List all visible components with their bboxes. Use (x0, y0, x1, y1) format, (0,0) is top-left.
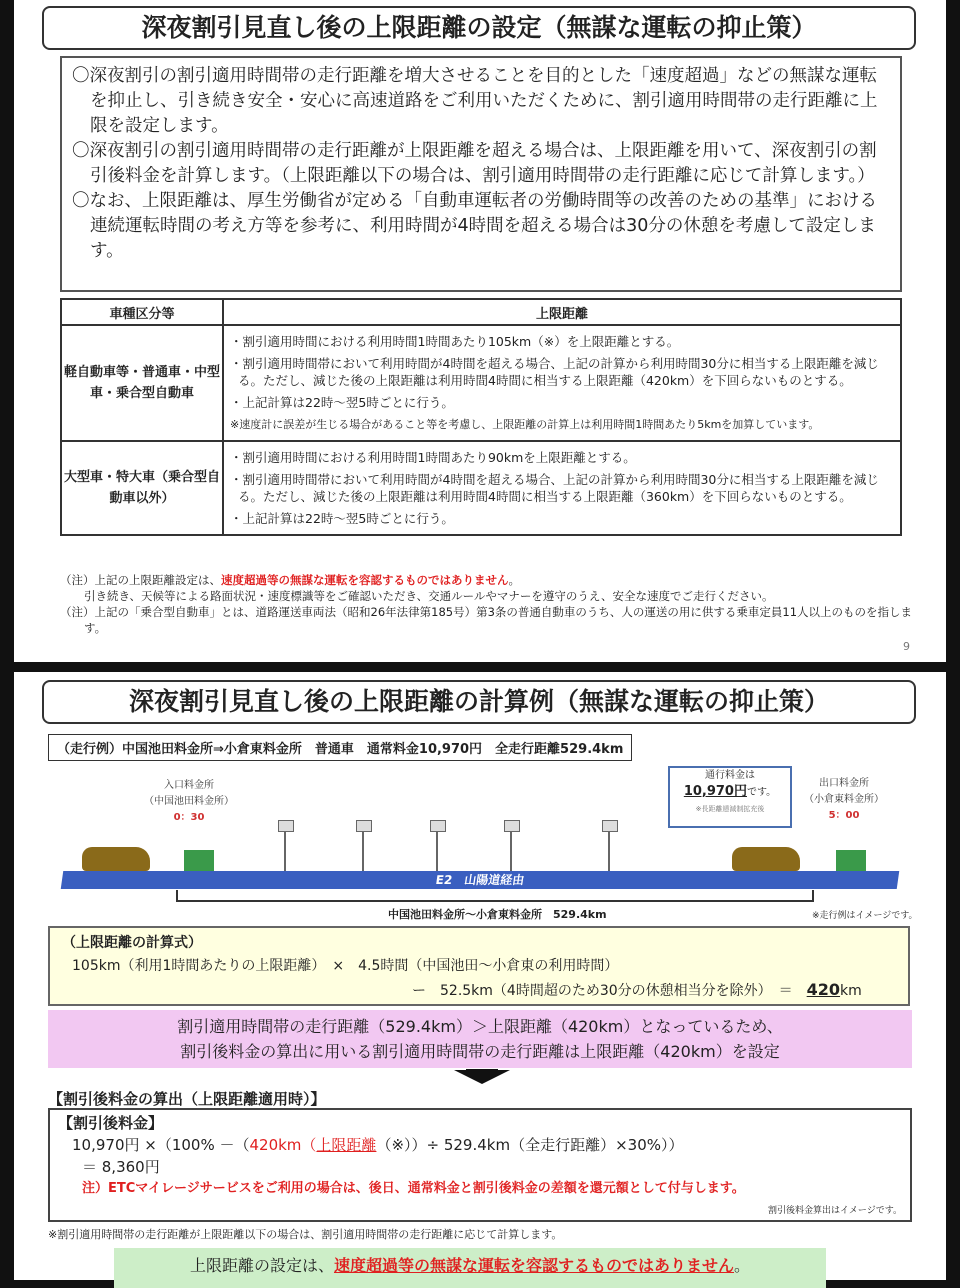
formula-line: ー 52.5km（4時間超のため30分の休憩相当分を除外） ＝ (412, 983, 807, 999)
comparison-text: 割引後料金の算出に用いる割引適用時間帯の走行距離は上限距離（420km）を設定 (180, 1042, 780, 1061)
formula-unit: km (840, 983, 862, 999)
car-icon (732, 847, 800, 871)
tollbooth-icon (184, 850, 214, 872)
formula-box (48, 926, 910, 1006)
calc-text: 10,970円 ×（100% －（ (72, 1136, 250, 1154)
limit-item: ・上記計算は22時～翌5時ごとに行う。 (230, 511, 454, 526)
limit-item: ・割引適用時間における利用時間1時間あたり90kmを上限距離とする。 (230, 450, 636, 465)
limit-note: ※速度計に誤差が生じる場合があること等を考慮し、上限距離の計算上は利用時間1時間あたり5kmを加算しています。 (230, 418, 820, 431)
category-cell: 大型車・特大車（乗合型自動車以外） (61, 441, 223, 535)
car-icon (82, 847, 150, 871)
entry-time: 0：30 (173, 812, 205, 823)
intro-point: 〇なお、上限距離は、厚生労働省が定める「自動車運転者の労働時間等の改善のための基準」における連続運転時間の考え方等を参考に、利用時間が4時間を超える場合は30分の休憩を考慮して設定します。 (72, 191, 877, 261)
calc-box (48, 1108, 912, 1222)
note-text: （注）上記の「乗合型自動車」とは、道路運送車両法（昭和26年法律第185号）第3条の普通自動車のうち、人の運送の用に供する乗車定員11人以上のものを指します。 (60, 605, 913, 635)
calc-heading: 【割引後料金の算出（上限距離適用時）】 (48, 1090, 326, 1108)
exit-tollgate (804, 776, 884, 824)
exit-time: 5：00 (828, 810, 860, 821)
exit-name: （小倉東料金所） (804, 794, 884, 805)
slide-upper-limit-setting (14, 0, 946, 662)
limit-table (60, 298, 902, 536)
note-warning: 速度超過等の無謀な運転を容認するものではありません (221, 573, 509, 587)
entry-label: 入口料金所 (164, 780, 214, 791)
comparison-box (48, 1010, 912, 1068)
slide-title: 深夜割引見直し後の上限距離の計算例（無謀な運転の抑止策） (42, 680, 916, 724)
exit-label: 出口料金所 (819, 778, 869, 789)
intro-box (60, 56, 902, 292)
table-row (61, 325, 901, 441)
warning-text: 上限距離の設定は、 (189, 1256, 334, 1275)
etc-gantry-icon (284, 824, 286, 872)
calc-limit-label: 上限距離 (316, 1136, 377, 1154)
toll-bubble (668, 766, 792, 828)
note-text: （注）上記の上限距離設定は、 (60, 573, 221, 587)
page-number: 9 (903, 640, 910, 653)
warning-red: 速度超過等の無謀な運転を容認するものではありません (333, 1256, 734, 1275)
footnote: ※割引適用時間帯の走行距離が上限距離以下の場合は、割引適用時間帯の走行距離に応じて計算します。 (48, 1228, 563, 1241)
calc-note: 注）ETCマイレージサービスをご利用の場合は、後日、通常料金と割引後料金の差額を還元額として付与します。 (82, 1181, 745, 1196)
etc-gantry-icon (362, 824, 364, 872)
example-route: （走行例）中国池田料金所⇒小倉東料金所 普通車 通常料金10,970円 全走行距離529.4km (48, 734, 632, 761)
entry-name: （中国池田料金所） (144, 796, 234, 807)
limit-cell (223, 325, 901, 441)
bubble-amount: 10,970円 (683, 784, 747, 799)
formula-heading: （上限距離の計算式） (62, 935, 202, 951)
distance-bracket (176, 890, 814, 902)
header-limit: 上限距離 (223, 299, 901, 325)
expressway-road: E2 山陽道経由 (61, 871, 900, 889)
intro-point: 〇深夜割引の割引適用時間帯の走行距離が上限距離を超える場合は、上限距離を用いて、深夜割引の割引後料金を計算します。（上限距離以下の場合は、割引適用時間帯の走行距離に応じて計算します。） (72, 141, 877, 186)
note-text: 引き続き、天候等による路面状況・速度標識等をご確認いただき、交通ルールやマナーを遵守のうえ、安全な速度でご走行ください。 (84, 589, 774, 603)
intro-point: 〇深夜割引の割引適用時間帯の走行距離を増大させることを目的とした「速度超過」などの無謀な運転を抑止し、引き続き安全・安心に高速道路をご利用いただくために、割引適用時間帯の走行距離に上限を設定します。 (72, 66, 878, 136)
category-cell: 軽自動車等・普通車・中型車・乗合型自動車 (61, 325, 223, 441)
etc-gantry-icon (608, 824, 610, 872)
distance-range: 中国池田料金所～小倉東料金所 529.4km (388, 908, 607, 921)
limit-item: ・割引適用時間帯において利用時間が4時間を超える場合、上記の計算から利用時間30分に相当する上限距離を減じる。ただし、減じた後の上限距離は利用時間4時間に相当する上限距離（420km）を下回らないものとする。 (230, 356, 879, 388)
calc-image-note: 割引後料金算出はイメージです。 (767, 1206, 902, 1216)
header-category: 車種区分等 (61, 299, 223, 325)
etc-gantry-icon (436, 824, 438, 872)
warning-box (114, 1248, 826, 1288)
warning-text: 。 (734, 1256, 751, 1275)
down-arrow-icon (454, 1070, 510, 1084)
etc-gantry-icon (510, 824, 512, 872)
limit-item: ・割引適用時間帯において利用時間が4時間を超える場合、上記の計算から利用時間30分に相当する上限距離を減じる。ただし、減じた後の上限距離は利用時間4時間に相当する上限距離（360km）を下回らないものとする。 (230, 472, 879, 504)
calc-label: 【割引後料金】 (58, 1114, 164, 1132)
bubble-text: です。 (746, 787, 777, 798)
formula-result: 420 (806, 980, 841, 999)
calc-text: （※））÷ 529.4km（全走行距離）×30%）） (376, 1136, 684, 1154)
slide-calculation-example (14, 672, 946, 1280)
formula-line: 105km（利用1時間あたりの上限距離） × 4.5時間（中国池田～小倉東の利用時間） (72, 958, 619, 974)
limit-cell (223, 441, 901, 535)
tollbooth-icon (836, 850, 866, 872)
limit-item: ・上記計算は22時～翌5時ごとに行う。 (230, 395, 454, 410)
bubble-note: ※長距離逓減制拡充後 (695, 805, 765, 813)
notes (60, 572, 920, 636)
entry-tollgate (144, 778, 234, 826)
note-text: 。 (508, 573, 520, 587)
bubble-text: 通行料金は (705, 770, 755, 781)
slide-title: 深夜割引見直し後の上限距離の設定（無謀な運転の抑止策） (42, 6, 916, 50)
comparison-text: 割引適用時間帯の走行距離（529.4km）＞上限距離（420km）となっているため、 (177, 1017, 783, 1036)
calc-result: ＝ 8,360円 (82, 1158, 160, 1176)
calc-distance: 420km（ (249, 1136, 317, 1154)
image-note: ※走行例はイメージです。 (812, 911, 918, 921)
limit-item: ・割引適用時間における利用時間1時間あたり105km（※）を上限距離とする。 (230, 334, 680, 349)
table-row (61, 441, 901, 535)
